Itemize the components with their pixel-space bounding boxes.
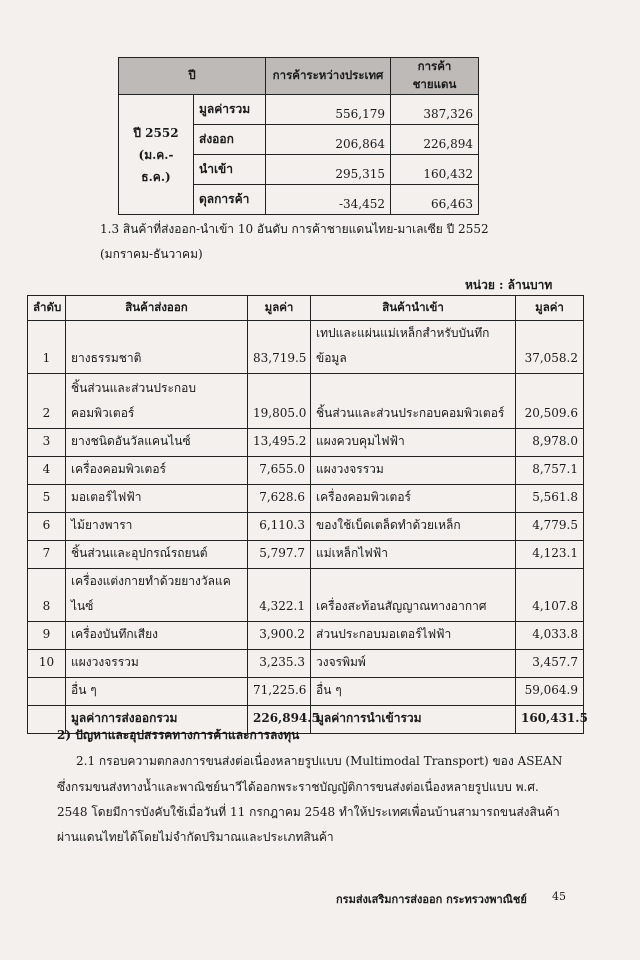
table-header-row <box>119 58 479 95</box>
export-value: 5,797.7 <box>248 541 311 569</box>
import-total-label: มูลค่าการนำเข้ารวม <box>311 706 516 734</box>
row-label: ดุลการค้า <box>194 185 266 215</box>
export-value: 83,719.5 <box>248 321 311 374</box>
paragraph-line: 2548 โดยมีการบังคับใช้เมื่อวันที่ 11 กรกฎาคม 2548 ทำให้ประเทศเพื่อนบ้านสามารถขนส่งสินค้า <box>57 805 560 819</box>
export-item: เครื่องบันทึกเสียง <box>66 622 248 650</box>
export-value: 7,628.6 <box>248 485 311 513</box>
export-value: 3,900.2 <box>248 622 311 650</box>
row-label: ส่งออก <box>194 125 266 155</box>
header-import-value: มูลค่า <box>516 296 584 321</box>
export-item: ชิ้นส่วนและอุปกรณ์รถยนต์ <box>66 541 248 569</box>
import-value: 4,107.8 <box>516 569 584 622</box>
border-value: 66,463 <box>391 185 479 215</box>
table-row <box>28 457 584 485</box>
table-row <box>28 569 584 622</box>
export-value: 19,805.0 <box>248 374 311 429</box>
import-value: 4,033.8 <box>516 622 584 650</box>
export-item: อื่น ๆ <box>66 678 248 706</box>
export-total-value: 226,894.5 <box>248 706 311 734</box>
border-value: 387,326 <box>391 95 479 125</box>
export-item: ยางธรรมชาติ <box>66 321 248 374</box>
import-value: 8,757.1 <box>516 457 584 485</box>
export-item: เครื่องคอมพิวเตอร์ <box>66 457 248 485</box>
table-row <box>28 513 584 541</box>
unit-label: หน่วย : ล้านบาท <box>465 278 553 292</box>
import-value: 3,457.7 <box>516 650 584 678</box>
table-row <box>28 429 584 457</box>
table-row <box>28 485 584 513</box>
header-year: ปี <box>119 58 266 95</box>
import-item: เทปและแผ่นแม่เหล็กสำหรับบันทึกข้อมูล <box>311 321 516 374</box>
rank-cell: 2 <box>28 374 66 429</box>
import-item: ของใช้เบ็ดเตล็ดทำด้วยเหล็ก <box>311 513 516 541</box>
import-value: 5,561.8 <box>516 485 584 513</box>
international-value: -34,452 <box>266 185 391 215</box>
rank-cell: 3 <box>28 429 66 457</box>
export-value: 71,225.6 <box>248 678 311 706</box>
export-value: 3,235.3 <box>248 650 311 678</box>
table-header-row <box>28 296 584 321</box>
section-subtitle: (มกราคม-ธันวาคม) <box>100 247 203 261</box>
paragraph-line: 2.1 กรอบความตกลงการขนส่งต่อเนื่องหลายรูปแบบ (Multimodal Transport) ของ ASEAN <box>76 754 563 768</box>
rank-cell: 4 <box>28 457 66 485</box>
export-item: แผงวงจรรวม <box>66 650 248 678</box>
international-value: 295,315 <box>266 155 391 185</box>
export-item: ยางชนิดอันวัลแคนไนซ์ <box>66 429 248 457</box>
rank-cell: 1 <box>28 321 66 374</box>
import-item: ชิ้นส่วนและส่วนประกอบคอมพิวเตอร์ <box>311 374 516 429</box>
export-value: 13,495.2 <box>248 429 311 457</box>
import-value: 4,779.5 <box>516 513 584 541</box>
header-rank: ลำดับ <box>28 296 66 321</box>
import-item: เครื่องสะท้อนสัญญาณทางอากาศ <box>311 569 516 622</box>
rank-cell: 8 <box>28 569 66 622</box>
import-item: เครื่องคอมพิวเตอร์ <box>311 485 516 513</box>
international-value: 556,179 <box>266 95 391 125</box>
rank-cell: 6 <box>28 513 66 541</box>
rank-cell <box>28 678 66 706</box>
table-row <box>28 678 584 706</box>
table-row <box>28 374 584 429</box>
import-item: แผงควบคุมไฟฟ้า <box>311 429 516 457</box>
import-total-value: 160,431.5 <box>516 706 584 734</box>
table-row <box>28 541 584 569</box>
top10-table <box>27 295 588 734</box>
header-border: การค้าชายแดน <box>391 58 479 95</box>
paragraph-line: ผ่านแดนไทยได้โดยไม่จำกัดปริมาณและประเภทสินค้า <box>57 830 334 844</box>
export-value: 7,655.0 <box>248 457 311 485</box>
header-international: การค้าระหว่างประเทศ <box>266 58 391 95</box>
import-item: ส่วนประกอบมอเตอร์ไฟฟ้า <box>311 622 516 650</box>
row-label: มูลค่ารวม <box>194 95 266 125</box>
import-value: 59,064.9 <box>516 678 584 706</box>
header-export-value: มูลค่า <box>248 296 311 321</box>
trade-summary-table <box>118 57 479 215</box>
year-label: ปี 2552 <box>133 125 179 140</box>
border-value: 160,432 <box>391 155 479 185</box>
table-row <box>28 622 584 650</box>
export-value: 4,322.1 <box>248 569 311 622</box>
rank-cell: 5 <box>28 485 66 513</box>
section-title: 1.3 สินค้าที่ส่งออก-นำเข้า 10 อันดับ การค้าชายแดนไทย-มาเลเซีย ปี 2552 <box>100 222 489 236</box>
import-value: 20,509.6 <box>516 374 584 429</box>
import-item: แผงวงจรรวม <box>311 457 516 485</box>
border-value: 226,894 <box>391 125 479 155</box>
export-item: มอเตอร์ไฟฟ้า <box>66 485 248 513</box>
table-row <box>28 321 584 374</box>
year-cell <box>119 95 194 215</box>
import-value: 37,058.2 <box>516 321 584 374</box>
import-item: อื่น ๆ <box>311 678 516 706</box>
rank-cell: 10 <box>28 650 66 678</box>
import-value: 8,978.0 <box>516 429 584 457</box>
page-number: 45 <box>552 890 566 903</box>
import-item: วงจรพิมพ์ <box>311 650 516 678</box>
header-import: สินค้านำเข้า <box>311 296 516 321</box>
section-2-heading: 2) ปัญหาและอุปสรรคทางการค้าและการลงทุน <box>57 728 300 742</box>
footer-publisher: กรมส่งเสริมการส่งออก กระทรวงพาณิชย์ <box>336 893 527 906</box>
export-total-label: มูลค่าการส่งออกรวม <box>66 706 248 734</box>
period-label: (ม.ค.-ธ.ค.) <box>138 147 174 184</box>
rank-cell: 9 <box>28 622 66 650</box>
table-row <box>28 650 584 678</box>
import-value: 4,123.1 <box>516 541 584 569</box>
export-item: เครื่องแต่งกายทำด้วยยางวัลแคไนซ์ <box>66 569 248 622</box>
table-row <box>119 95 479 125</box>
export-item: ชิ้นส่วนและส่วนประกอบคอมพิวเตอร์ <box>66 374 248 429</box>
import-item: แม่เหล็กไฟฟ้า <box>311 541 516 569</box>
export-item: ไม้ยางพารา <box>66 513 248 541</box>
row-label: นำเข้า <box>194 155 266 185</box>
rank-cell: 7 <box>28 541 66 569</box>
export-value: 6,110.3 <box>248 513 311 541</box>
international-value: 206,864 <box>266 125 391 155</box>
header-export: สินค้าส่งออก <box>66 296 248 321</box>
paragraph-line: ซึ่งกรมขนส่งทางน้ำและพาณิชย์นาวีได้ออกพระราชบัญญัติการขนส่งต่อเนื่องหลายรูปแบบ พ.ศ. <box>57 780 539 794</box>
